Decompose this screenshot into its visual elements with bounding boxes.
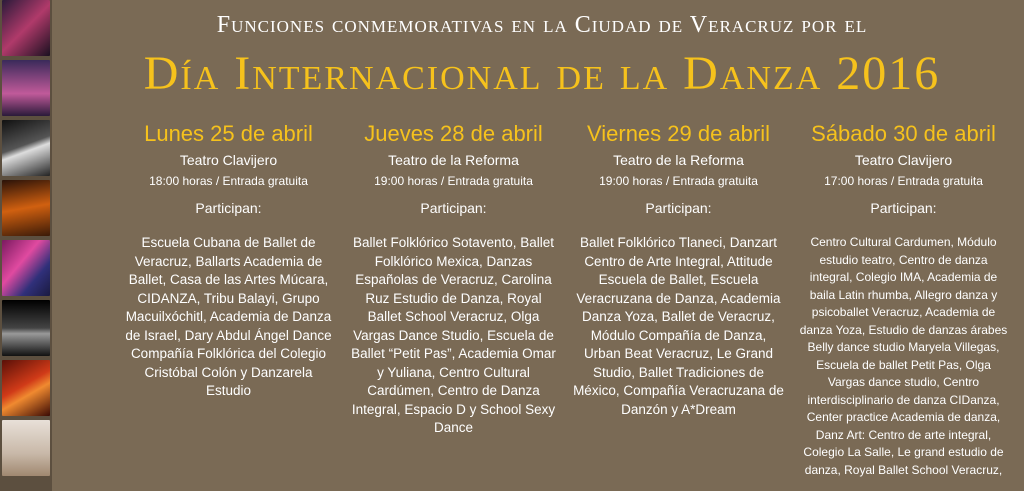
day-column [341,120,566,491]
venue: Teatro de la Reforma [613,152,744,168]
dance-photo [2,420,50,476]
participants-label: Participan: [645,200,712,216]
photo-strip [0,0,52,491]
venue: Teatro de la Reforma [388,152,519,168]
time-info: 18:00 horas / Entrada gratuita [149,174,308,188]
day-heading: Viernes 29 de abril [586,121,771,146]
dance-photo [2,60,50,116]
participants-label: Participan: [870,200,937,216]
participants-list: Ballet Folklórico Sotavento, Ballet Folklórico Mexica, Danzas Españolas de Veracruz, Carolina Ruz Estudio de Danza, Royal Ballet School Veracruz, Olga Vargas Dance Studio, Escuela de Ballet “Petit Pas”, Academia Omar y Yuliana, Centro Cultural Cardúmen, Centro de Danza Integral, Espacio D y School Sexy Dance [351,235,556,435]
dance-photo [2,240,50,296]
dance-photo [2,360,50,416]
dance-photo [2,180,50,236]
time-info: 19:00 horas / Entrada gratuita [599,174,758,188]
dance-photo [2,0,50,56]
dance-photo [2,300,50,356]
header-title: Día Internacional de la Danza 2016 [143,47,941,100]
venue: Teatro Clavijero [179,152,278,168]
participants-list: Escuela Cubana de Ballet de Veracruz, Ballarts Academia de Ballet, Casa de las Artes Múcara, CIDANZA, Tribu Balayi, Grupo Macuilxóchitl, Academia de Danza de Israel, Dary Abdul Ángel Dance Compañía Folklórica del Colegio Cristóbal Colón y Danzarela Estudio [125,235,332,398]
participants-list: Ballet Folklórico Tlaneci, Danzart Centro de Arte Integral, Attitude Escuela de Ballet, Escuela Veracruzana de Danza, Academia Danza Yoza, Ballet de Veracruz, Módulo Compañía de Danza, Urban Beat Veracruz, Le Grand Studio, Ballet Tradiciones de México, Compañía Veracruzana de Danzón y A*Dream [573,235,784,417]
schedule-columns [116,120,1024,491]
participants-label: Participan: [195,200,262,216]
day-heading: Lunes 25 de abril [144,121,313,146]
participants-list: Centro Cultural Cardumen, Módulo estudio teatro, Centro de danza integral, Colegio IMA, Academia de baila Latin rhumba, Allegro danza y psicoballet Veracruz, Academia de danza Yoza, Estudio de danzas árabes Belly dance studio Maryela Villegas, Escuela de ballet Petit Pas, Olga Vargas dance studio, Centro interdisciplinario de danza CIDanza, Center practice Academia de danza, Danz Art: Centro de arte integral, Colegio La Salle, Le grand estudio de danza, Royal Ballet School Veracruz, [799,235,1008,477]
day-heading: Sábado 30 de abril [811,121,996,146]
day-column [116,120,341,491]
time-info: 17:00 horas / Entrada gratuita [824,174,983,188]
participants-label: Participan: [420,200,487,216]
day-column [791,120,1016,491]
day-column [566,120,791,491]
venue: Teatro Clavijero [854,152,953,168]
time-info: 19:00 horas / Entrada gratuita [374,174,533,188]
header-subtitle: Funciones conmemorativas en la Ciudad de Veracruz por el [216,12,868,38]
day-heading: Jueves 28 de abril [364,121,543,146]
dance-photo [2,120,50,176]
